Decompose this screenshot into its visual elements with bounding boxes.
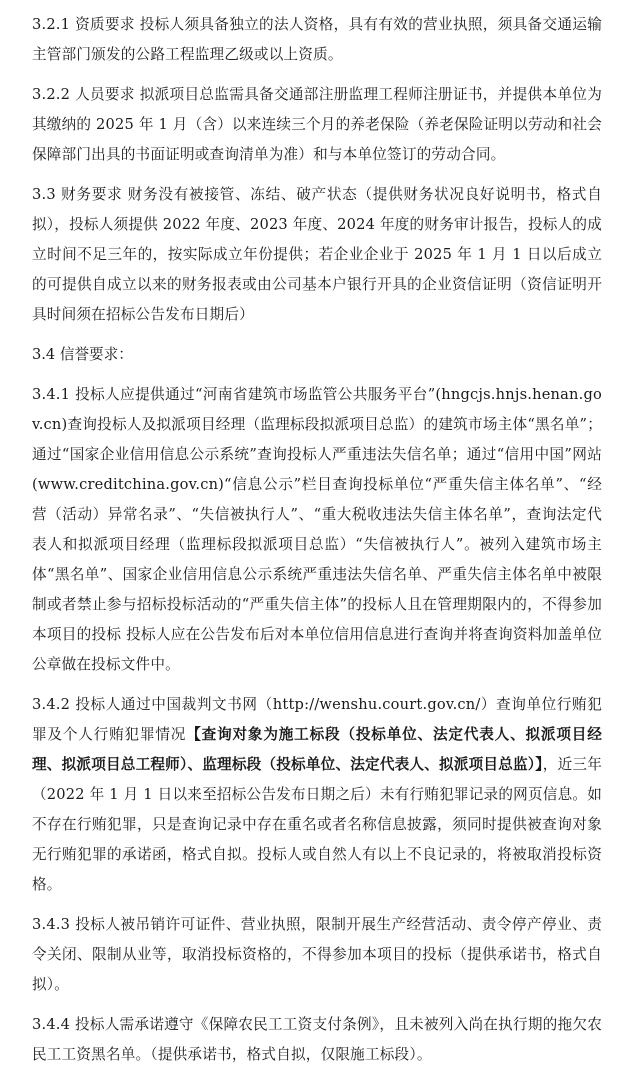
paragraph-3-4-2 (32, 690, 602, 900)
heading-3-4: 3.4 信誉要求： (32, 346, 133, 363)
paragraph-3-4-2-rest: ，近三年（2022 年 1 月 1 日以来至招标公告发布日期之后）未有行贿犯罪记录的网页信息。如不存在行贿犯罪，只是查询记录中存在重名或者名称信息披露，须同时提供被查询对象无行贿犯罪的承诺函，格式自拟。投标人或自然人有以上不良记录的，将被取消投标资格。 (32, 756, 602, 893)
paragraph-3-3: 3.3 财务要求 财务没有被接管、冻结、破产状态（提供财务状况良好说明书，格式自拟），投标人须提供 2022 年度、2023 年度、2024 年度的财务审计报告，投标人的成立时间不足三年的，按实际成立年份提供；若企业企业于 2025 年 1 月 1 日以后成立的可提供自成立以来的财务报表或由公司基本户银行开具的企业资信证明（资信证明开具时间须在招标公告发布日期后） (32, 186, 602, 323)
paragraph-3-2-1: 3.2.1 资质要求 投标人须具备独立的法人资格，具有有效的营业执照，须具备交通运输主管部门颁发的公路工程监理乙级或以上资质。 (32, 16, 602, 63)
paragraph-3-4-2-intro: 3.4.2 投标人通过中国裁判文书网（http://wenshu.court.gov.cn/）查询单位行贿犯罪及个人行贿犯罪情况 (32, 696, 602, 743)
paragraph-3-4-4: 3.4.4 投标人需承诺遵守《保障农民工工资支付条例》，且未被列入尚在执行期的拖欠农民工工资黑名单。（提供承诺书，格式自拟，仅限施工标段）。 (32, 1016, 602, 1063)
paragraph-3-4-3: 3.4.3 投标人被吊销许可证件、营业执照，限制开展生产经营活动、责令停产停业、责令关闭、限制从业等，取消投标资格的，不得参加本项目的投标（提供承诺书，格式自拟）。 (32, 916, 602, 993)
paragraph-3-2-2: 3.2.2 人员要求 拟派项目总监需具备交通部注册监理工程师注册证书，并提供本单位为其缴纳的 2025 年 1 月（含）以来连续三个月的养老保险（养老保险证明以劳动和社会保障部门出具的书面证明或查询清单为准）和与本单位签订的劳动合同。 (32, 86, 602, 163)
paragraph-3-4-1: 3.4.1 投标人应提供通过“河南省建筑市场监管公共服务平台”(hngcjs.hnjs.henan.gov.cn)查询投标人及拟派项目经理（监理标段拟派项目总监）的建筑市场主体“黑名单”；通过“国家企业信用信息公示系统”查询投标人严重违法失信名单；通过“信用中国”网站(www.creditchina.gov.cn)“信息公示”栏目查询投标单位“严重失信主体名单”、“经营（活动）异常名录”、“失信被执行人”、“重大税收违法失信主体名单”，查询法定代表人和拟派项目经理（监理标段拟派项目总监）“失信被执行人”。被列入建筑市场主体“黑名单”、国家企业信用信息公示系统严重违法失信名单、严重失信主体名单中被限制或者禁止参与招标投标活动的“严重失信主体”的投标人且在管理期限内的，不得参加本项目的投标 投标人应在公告发布后对本单位信用信息进行查询并将查询资料加盖单位公章做在投标文件中。 (32, 386, 602, 673)
paragraph-3-4-2-query-scope: 【查询对象为施工标段（投标单位、法定代表人、拟派项目经理、拟派项目总工程师）、监理标段（投标单位、法定代表人、拟派项目总监）】 (32, 726, 602, 773)
